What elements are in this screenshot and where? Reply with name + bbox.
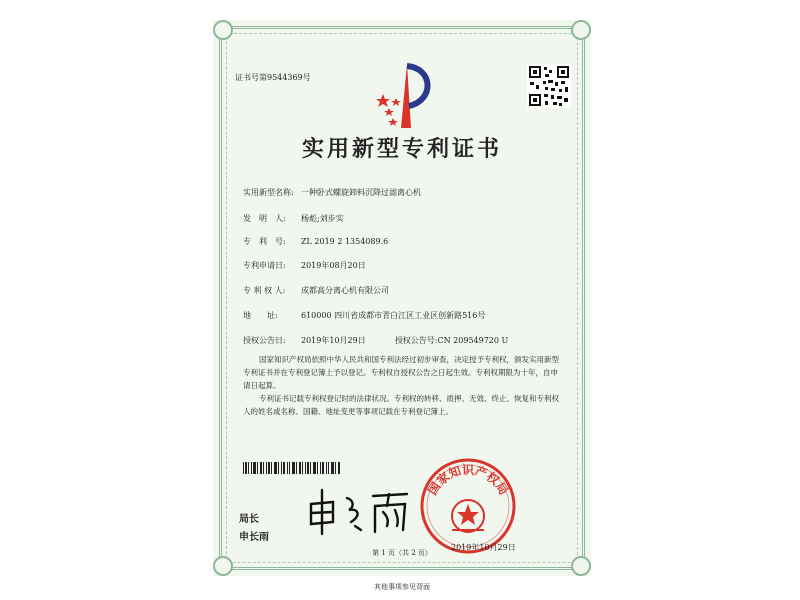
seal-text: 国家知识产权局 <box>425 463 511 498</box>
field-inventor <box>243 213 344 224</box>
patent-office-logo-icon <box>363 56 443 136</box>
certificate-title: 实用新型专利证书 <box>301 136 502 162</box>
certificate-number: 证书号第9544369号 <box>235 73 311 82</box>
director-signature <box>303 482 423 542</box>
patent-certificate <box>213 20 591 591</box>
barcode-icon <box>243 462 341 474</box>
field-patent-number <box>243 236 388 247</box>
director-title: 局长 <box>239 514 259 525</box>
field-label: 专 利 权 人: <box>243 286 286 295</box>
field-patentee <box>243 285 389 296</box>
field-value: CN 209549720 U <box>437 336 509 345</box>
director-name: 申长雨 <box>239 532 269 543</box>
field-value: 一种卧式螺旋卸料沉降过滤离心机 <box>301 188 421 197</box>
field-value: 杨彪;刘步实 <box>301 214 344 223</box>
field-value: 2019年10月29日 <box>301 336 366 345</box>
field-value: 610000 四川省成都市青白江区工业区创新路516号 <box>301 311 486 320</box>
field-value: ZL 2019 2 1354089.6 <box>301 237 389 246</box>
seal-date: 2019年10月29日 <box>451 543 516 552</box>
field-label: 专利申请日: <box>243 261 286 270</box>
field-label: 专 利 号: <box>243 237 286 246</box>
field-utility-model-name <box>243 187 421 198</box>
corner-ornament <box>571 20 591 40</box>
field-label: 授权公告号: <box>394 336 438 345</box>
official-seal-icon <box>418 456 518 556</box>
corner-ornament <box>213 20 233 40</box>
field-label: 发 明 人: <box>243 214 286 223</box>
corner-ornament <box>571 556 591 576</box>
qr-code-icon <box>527 64 571 108</box>
page-number: 第 1 页（共 2 页） <box>372 549 432 557</box>
grant-paragraph: 国家知识产权局依照中华人民共和国专利法经过初步审查，决定授予专利权，颁发实用新型专利证书并在专利登记簿上予以登记。专利权自授权公告之日起生效。专利权期限为十年，自申请日起算。 <box>243 355 559 390</box>
field-label: 地 址: <box>243 311 278 320</box>
field-address <box>243 310 485 321</box>
legal-status-paragraph: 专利证书记载专利权登记时的法律状况。专利权的转移、质押、无效、终止、恢复和专利权人的姓名或名称、国籍、地址变更等事项记载在专利登记簿上。 <box>243 394 559 416</box>
field-value: 成都高分离心机有限公司 <box>301 286 389 295</box>
field-grant-info <box>243 335 508 346</box>
field-label: 授权公告日: <box>243 336 286 345</box>
svg-text:国家知识产权局 <box>425 462 511 497</box>
corner-ornament <box>213 556 233 576</box>
field-label: 实用新型名称: <box>243 188 294 197</box>
footer-note: 其他事项参见背面 <box>374 583 430 591</box>
field-application-date <box>243 260 366 271</box>
field-value: 2019年08月20日 <box>301 261 366 270</box>
